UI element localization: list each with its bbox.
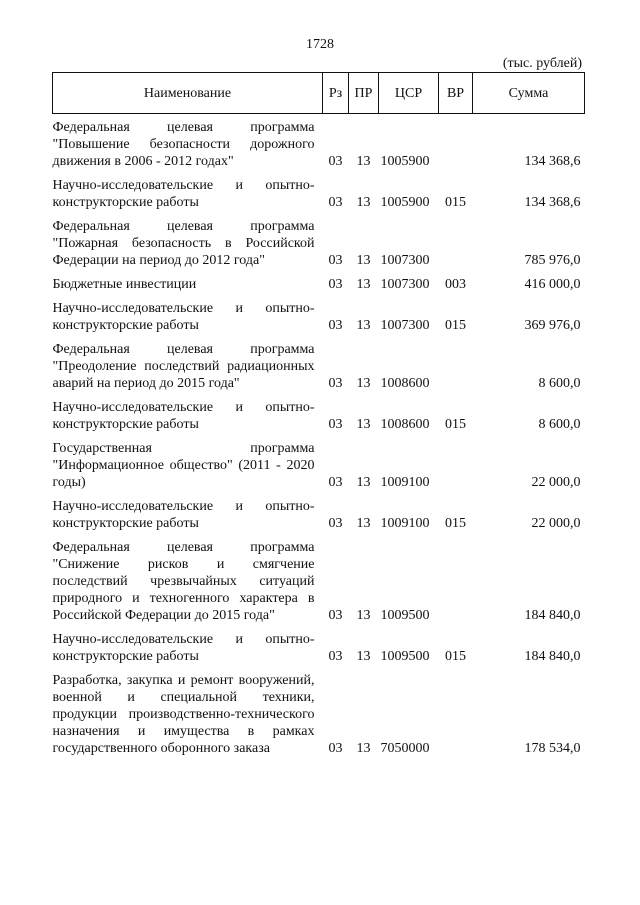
row-csr: 7050000: [380, 741, 430, 756]
row-name: Федеральная целевая программа "Преодоление последствий радиационных аварий на период до 2015 года": [52, 342, 315, 391]
table-row: [53, 624, 585, 665]
table-row: [53, 491, 585, 532]
row-pr: 13: [356, 649, 371, 664]
row-pr: 13: [356, 253, 371, 268]
table-row: [53, 211, 585, 269]
row-pr: 13: [356, 318, 371, 333]
row-pr: 13: [356, 195, 371, 210]
row-csr: 1007300: [380, 318, 430, 333]
header-pr: ПР: [349, 73, 379, 114]
row-rz: 03: [328, 475, 343, 490]
row-vr: 015: [445, 516, 466, 531]
table-row: [53, 532, 585, 624]
row-pr: 13: [356, 475, 371, 490]
row-vr: 015: [445, 195, 466, 210]
row-vr: [439, 114, 473, 171]
row-name: Научно-исследовательские и опытно-конструкторские работы: [52, 301, 315, 333]
row-csr: 1009500: [380, 608, 430, 623]
table-header-row: [53, 73, 585, 114]
row-csr: 1009500: [380, 649, 430, 664]
header-rz: Рз: [323, 73, 349, 114]
table-row: [53, 665, 585, 757]
row-csr: 1009100: [380, 475, 430, 490]
row-vr: 003: [445, 277, 466, 292]
row-name: Научно-исследовательские и опытно-конструкторские работы: [52, 499, 315, 531]
row-name: Научно-исследовательские и опытно-конструкторские работы: [52, 178, 315, 210]
row-csr: 1008600: [380, 417, 430, 432]
table-row: [53, 170, 585, 211]
header-name: Наименование: [53, 73, 323, 114]
units-label: (тыс. рублей): [502, 56, 582, 71]
row-name: Бюджетные инвестиции: [52, 277, 197, 292]
row-sum: 8 600,0: [538, 376, 581, 391]
row-csr: 1007300: [380, 253, 430, 268]
row-vr: [439, 532, 473, 624]
row-rz: 03: [328, 253, 343, 268]
table-row: [53, 334, 585, 392]
row-name: Федеральная целевая программа "Снижение рисков и смягчение последствий чрезвычайных ситуаций природного и техногенного характера в Российской Федерации до 2015 года": [52, 540, 315, 623]
row-rz: 03: [328, 417, 343, 432]
header-sum: Сумма: [473, 73, 585, 114]
table-row: [53, 114, 585, 171]
row-pr: 13: [356, 277, 371, 292]
row-sum: 134 368,6: [524, 195, 581, 210]
row-name: Разработка, закупка и ремонт вооружений, военной и специальной техники, продукции производственно-технического назначения и имущества в рамках государственного оборонного заказа: [52, 673, 315, 756]
table-row: [53, 293, 585, 334]
row-sum: 22 000,0: [531, 516, 581, 531]
row-pr: 13: [356, 608, 371, 623]
row-sum: 134 368,6: [524, 154, 581, 169]
row-vr: 015: [445, 417, 466, 432]
row-name: Федеральная целевая программа "Повышение безопасности дорожного движения в 2006 - 2012 годах": [52, 120, 315, 169]
row-vr: [439, 433, 473, 491]
row-pr: 13: [356, 417, 371, 432]
row-vr: 015: [445, 318, 466, 333]
row-rz: 03: [328, 516, 343, 531]
row-pr: 13: [356, 376, 371, 391]
header-vr: ВР: [439, 73, 473, 114]
row-sum: 8 600,0: [538, 417, 581, 432]
row-vr: [439, 334, 473, 392]
row-sum: 178 534,0: [524, 741, 581, 756]
row-rz: 03: [328, 741, 343, 756]
row-sum: 184 840,0: [524, 649, 581, 664]
row-csr: 1007300: [380, 277, 430, 292]
row-csr: 1008600: [380, 376, 430, 391]
row-pr: 13: [356, 741, 371, 756]
budget-table: [52, 72, 585, 757]
row-sum: 184 840,0: [524, 608, 581, 623]
table-row: [53, 433, 585, 491]
row-csr: 1005900: [380, 154, 430, 169]
row-rz: 03: [328, 277, 343, 292]
row-rz: 03: [328, 195, 343, 210]
row-csr: 1009100: [380, 516, 430, 531]
row-rz: 03: [328, 376, 343, 391]
row-sum: 369 976,0: [524, 318, 581, 333]
table-row: [53, 392, 585, 433]
row-rz: 03: [328, 608, 343, 623]
row-pr: 13: [356, 154, 371, 169]
row-rz: 03: [328, 649, 343, 664]
row-sum: 785 976,0: [524, 253, 581, 268]
row-csr: 1005900: [380, 195, 430, 210]
row-rz: 03: [328, 154, 343, 169]
row-sum: 416 000,0: [524, 277, 581, 292]
row-name: Государственная программа "Информационное общество" (2011 - 2020 годы): [52, 441, 315, 490]
table-row: [53, 269, 585, 293]
page-number: 1728: [306, 37, 334, 52]
row-rz: 03: [328, 318, 343, 333]
row-name: Научно-исследовательские и опытно-конструкторские работы: [52, 632, 315, 664]
header-csr: ЦСР: [379, 73, 439, 114]
row-name: Научно-исследовательские и опытно-конструкторские работы: [52, 400, 315, 432]
row-name: Федеральная целевая программа "Пожарная безопасность в Российской Федерации на период до 2012 года": [52, 219, 315, 268]
row-pr: 13: [356, 516, 371, 531]
row-vr: [439, 211, 473, 269]
row-vr: 015: [445, 649, 466, 664]
row-vr: [439, 665, 473, 757]
row-sum: 22 000,0: [531, 475, 581, 490]
